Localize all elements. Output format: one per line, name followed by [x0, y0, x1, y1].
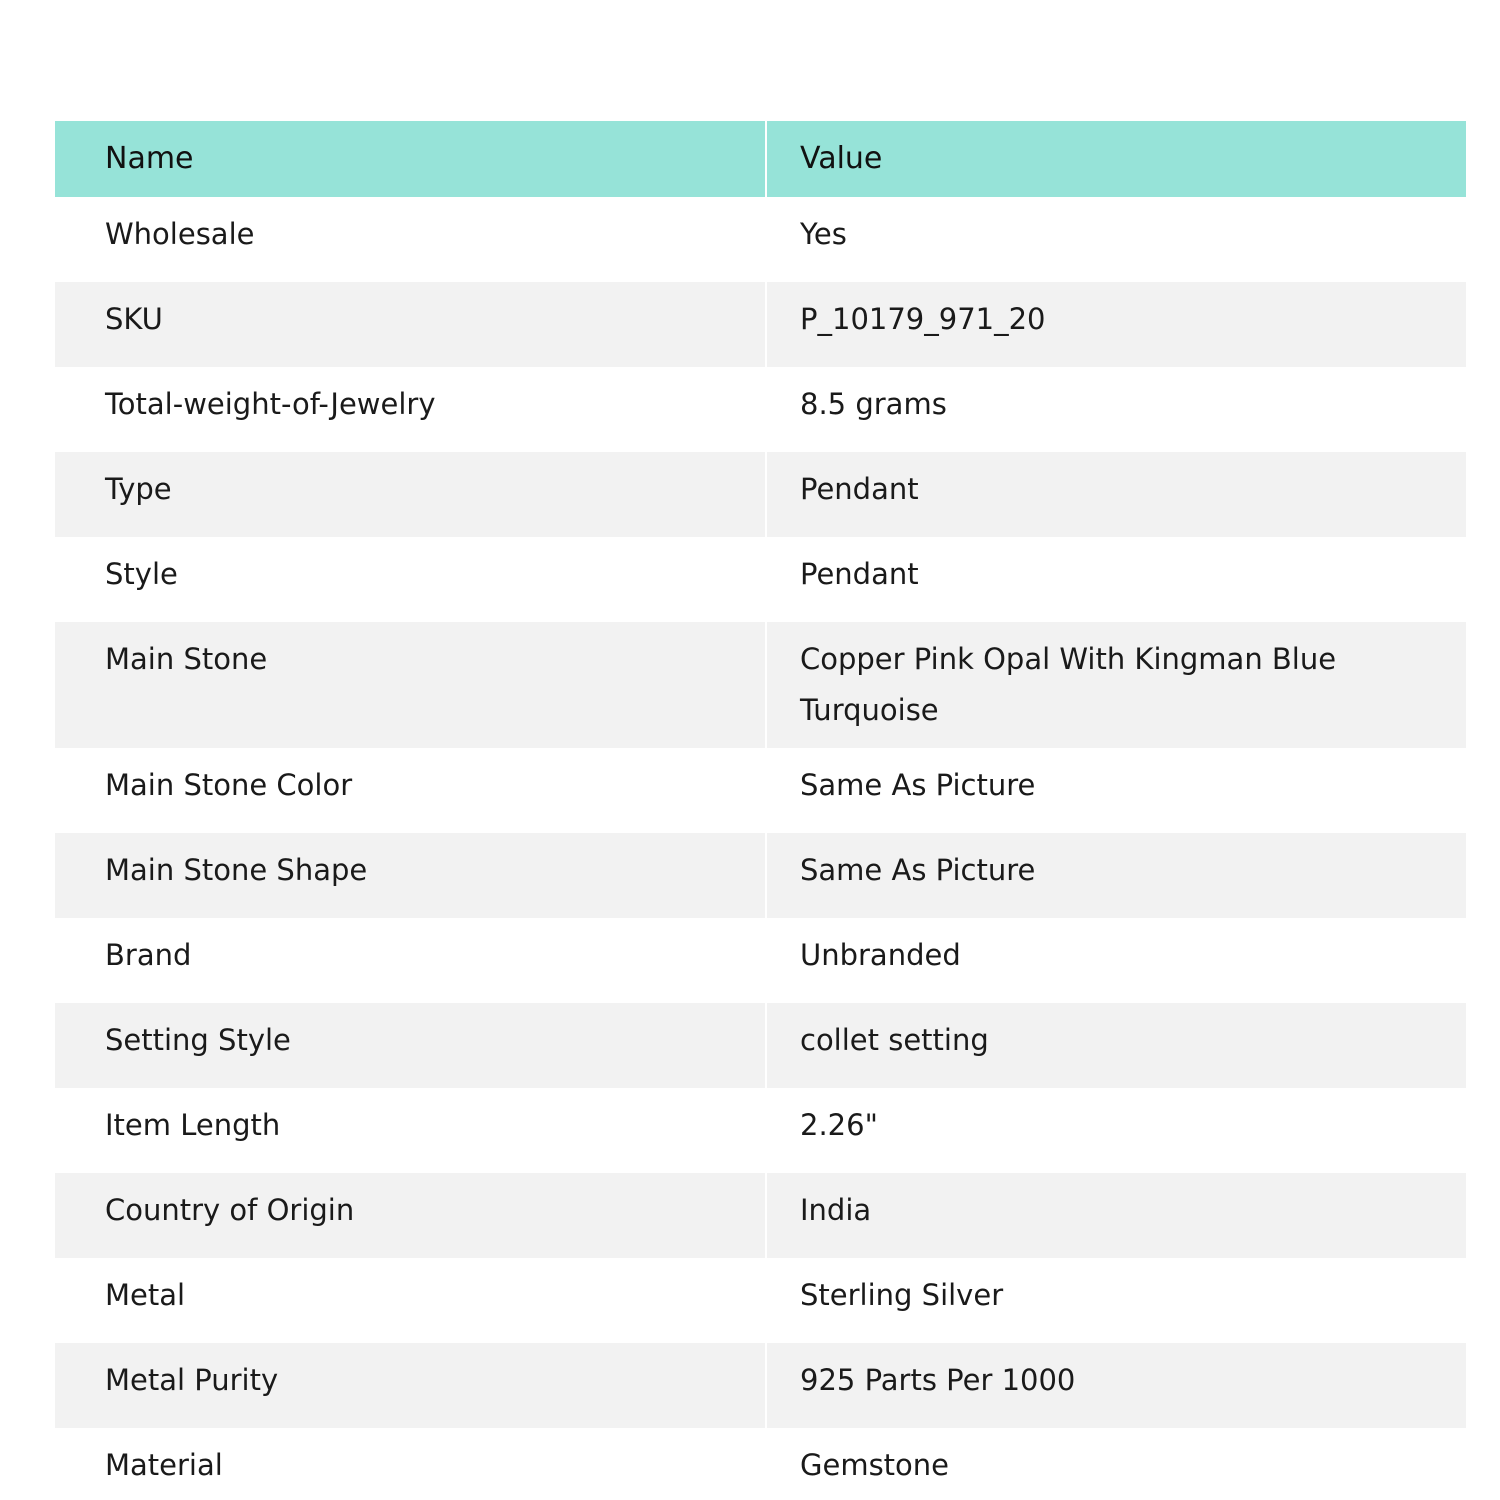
header-row [55, 121, 1466, 197]
spec-value-cell: Pendant [766, 537, 1466, 622]
table-row [55, 367, 1466, 452]
column-header-name: Name [55, 121, 766, 197]
spec-value-cell: Yes [766, 197, 1466, 282]
spec-value-cell: 8.5 grams [766, 367, 1466, 452]
table-row [55, 918, 1466, 1003]
table-row [55, 1173, 1466, 1258]
table-row [55, 452, 1466, 537]
table-header [55, 121, 1466, 197]
spec-value-cell: Unbranded [766, 918, 1466, 1003]
table-row [55, 833, 1466, 918]
table-row [55, 1088, 1466, 1173]
spec-name-cell: Total-weight-of-Jewelry [55, 367, 766, 452]
product-specs-table [55, 121, 1466, 1500]
spec-name-cell: SKU [55, 282, 766, 367]
spec-value-cell: Copper Pink Opal With Kingman Blue Turquoise [766, 622, 1466, 748]
spec-value-cell: Sterling Silver [766, 1258, 1466, 1343]
spec-value-cell: Same As Picture [766, 748, 1466, 833]
spec-name-cell: Style [55, 537, 766, 622]
spec-value-cell: P_10179_971_20 [766, 282, 1466, 367]
spec-name-cell: Metal Purity [55, 1343, 766, 1428]
table-row [55, 1003, 1466, 1088]
spec-name-cell: Brand [55, 918, 766, 1003]
table-row [55, 537, 1466, 622]
spec-name-cell: Wholesale [55, 197, 766, 282]
spec-name-cell: Main Stone [55, 622, 766, 748]
table-body [55, 197, 1466, 1500]
spec-value-cell: Same As Picture [766, 833, 1466, 918]
table-row [55, 1343, 1466, 1428]
spec-name-cell: Country of Origin [55, 1173, 766, 1258]
spec-value-cell: India [766, 1173, 1466, 1258]
spec-name-cell: Main Stone Color [55, 748, 766, 833]
table-row [55, 748, 1466, 833]
table-row [55, 197, 1466, 282]
table-row [55, 1428, 1466, 1500]
column-header-value: Value [766, 121, 1466, 197]
spec-name-cell: Material [55, 1428, 766, 1500]
spec-name-cell: Main Stone Shape [55, 833, 766, 918]
spec-value-cell: collet setting [766, 1003, 1466, 1088]
spec-name-cell: Type [55, 452, 766, 537]
table-row [55, 282, 1466, 367]
spec-value-cell: 925 Parts Per 1000 [766, 1343, 1466, 1428]
spec-name-cell: Setting Style [55, 1003, 766, 1088]
table-row [55, 1258, 1466, 1343]
spec-name-cell: Metal [55, 1258, 766, 1343]
spec-value-cell: Gemstone [766, 1428, 1466, 1500]
spec-value-cell: 2.26" [766, 1088, 1466, 1173]
table-row [55, 622, 1466, 748]
spec-name-cell: Item Length [55, 1088, 766, 1173]
spec-value-cell: Pendant [766, 452, 1466, 537]
